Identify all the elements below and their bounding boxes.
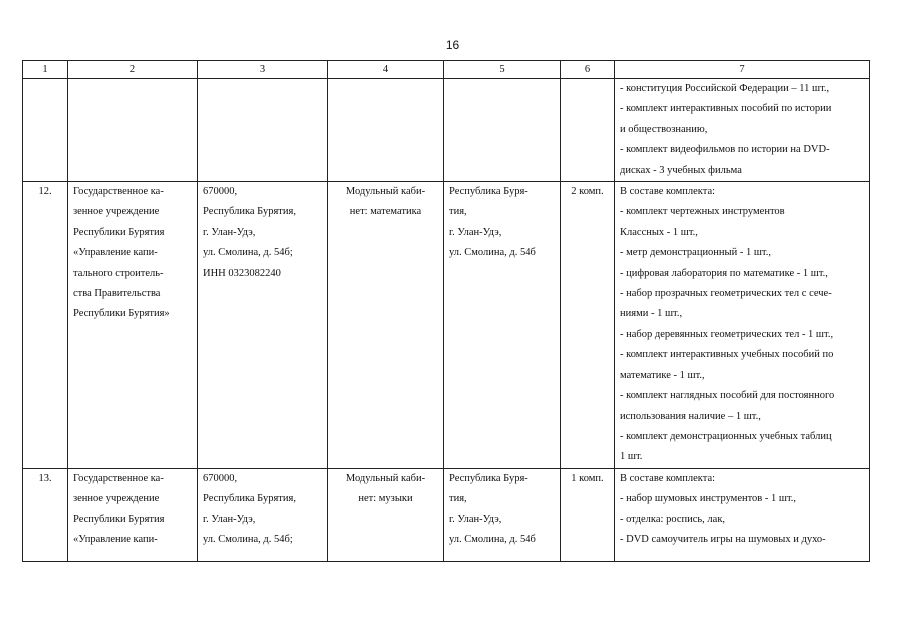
cell-line: «Управление капи- <box>73 533 158 545</box>
cell-line: Республика Буря- <box>449 186 528 198</box>
cell-line: тия, <box>449 206 467 218</box>
cell-line: - комплект интерактивных пособий по истории <box>620 103 832 115</box>
organization-cell <box>68 79 198 182</box>
cell-line: г. Улан-Удэ, <box>203 513 256 525</box>
cell-line: - отделка: роспись, лак, <box>620 513 726 525</box>
cell-line: 670000, <box>203 186 238 198</box>
cell-line: Республики Бурятия <box>73 226 165 238</box>
cell-line: - метр демонстрационный - 1 шт., <box>620 247 771 259</box>
quantity-cell: 1 комп. <box>561 468 615 561</box>
contents-cell <box>615 182 870 469</box>
cell-line: г. Улан-Удэ, <box>449 226 502 238</box>
cell-line: нет: математика <box>349 206 422 218</box>
cell-line: ул. Смолина, д. 54б <box>449 247 536 259</box>
column-number: 6 <box>561 61 615 79</box>
cell-line: и обществознанию, <box>620 123 708 135</box>
address-cell <box>198 468 328 561</box>
table-row <box>23 79 870 182</box>
cell-line: г. Улан-Удэ, <box>449 513 502 525</box>
cell-line: математике - 1 шт., <box>620 369 705 381</box>
cell-line: использования наличие – 1 шт., <box>620 410 761 422</box>
contents-cell <box>615 468 870 561</box>
cell-line: Республика Бурятия, <box>203 493 296 505</box>
row-number-cell <box>23 79 68 182</box>
cell-line: - комплект видеофильмов по истории на DVD- <box>620 144 830 156</box>
row-number-cell: 12. <box>23 182 68 469</box>
column-number: 7 <box>615 61 870 79</box>
cell-line: 670000, <box>203 472 238 484</box>
page-number: 16 <box>445 38 460 52</box>
cell-line: тия, <box>449 493 467 505</box>
table-row <box>23 468 870 561</box>
cell-line: 1 шт. <box>620 451 643 463</box>
cell-line: - набор прозрачных геометрических тел с сече- <box>620 288 832 300</box>
location-cell <box>444 182 561 469</box>
item-cell <box>328 468 444 561</box>
column-number: 3 <box>198 61 328 79</box>
quantity-cell <box>561 79 615 182</box>
cell-line: Республики Бурятия <box>73 513 165 525</box>
cell-line: - набор деревянных геометрических тел - 1 шт., <box>620 328 834 340</box>
cell-line: «Управление капи- <box>73 247 158 259</box>
cell-line: В составе комплекта: <box>620 472 716 484</box>
cell-line: - конституция Российской Федерации – 11 шт., <box>620 83 830 94</box>
column-number-row <box>23 61 870 79</box>
cell-line: ИНН 0323082240 <box>203 267 281 279</box>
cell-line: - комплект чертежных инструментов <box>620 206 785 218</box>
column-number: 5 <box>444 61 561 79</box>
cell-line: Государственное ка- <box>73 472 164 484</box>
cell-line: г. Улан-Удэ, <box>203 226 256 238</box>
cell-line: ул. Смолина, д. 54б <box>449 533 536 545</box>
item-cell <box>328 182 444 469</box>
cell-line: - комплект наглядных пособий для постоянного <box>620 390 835 402</box>
cell-line: - набор шумовых инструментов - 1 шт., <box>620 493 797 505</box>
cell-line: зенное учреждение <box>73 206 160 218</box>
equipment-table <box>22 60 870 562</box>
quantity-cell: 2 комп. <box>561 182 615 469</box>
address-cell <box>198 79 328 182</box>
cell-line: тального строитель- <box>73 267 164 279</box>
cell-line: - комплект интерактивных учебных пособий по <box>620 349 834 361</box>
cell-line: ул. Смолина, д. 54б; <box>203 247 293 259</box>
column-number: 1 <box>23 61 68 79</box>
location-cell <box>444 79 561 182</box>
cell-line: ниями - 1 шт., <box>620 308 683 320</box>
cell-line: Республика Буря- <box>449 472 528 484</box>
cell-line: Модульный каби- <box>345 186 426 198</box>
cell-line: Государственное ка- <box>73 186 164 198</box>
cell-line: - DVD самоучитель игры на шумовых и духо- <box>620 533 826 545</box>
column-number: 4 <box>328 61 444 79</box>
cell-line: - цифровая лаборатория по математике - 1 шт., <box>620 267 828 279</box>
cell-line: Модульный каби- <box>345 472 426 484</box>
cell-line: Республики Бурятия» <box>73 308 170 320</box>
cell-line: - комплект демонстрационных учебных таблиц <box>620 430 832 442</box>
organization-cell <box>68 182 198 469</box>
cell-line: Республика Бурятия, <box>203 206 296 218</box>
location-cell <box>444 468 561 561</box>
table-row <box>23 182 870 469</box>
cell-line: ул. Смолина, д. 54б; <box>203 533 293 545</box>
row-number-cell: 13. <box>23 468 68 561</box>
cell-line: нет: музыки <box>358 493 413 505</box>
contents-cell <box>615 79 870 182</box>
cell-line: Классных - 1 шт., <box>620 226 698 238</box>
cell-line: дисках - 3 учебных фильма <box>620 164 742 176</box>
cell-line: В составе комплекта: <box>620 186 716 198</box>
cell-line: ства Правительства <box>73 288 161 300</box>
address-cell <box>198 182 328 469</box>
column-number: 2 <box>68 61 198 79</box>
item-cell <box>328 79 444 182</box>
cell-line: зенное учреждение <box>73 493 160 505</box>
organization-cell <box>68 468 198 561</box>
